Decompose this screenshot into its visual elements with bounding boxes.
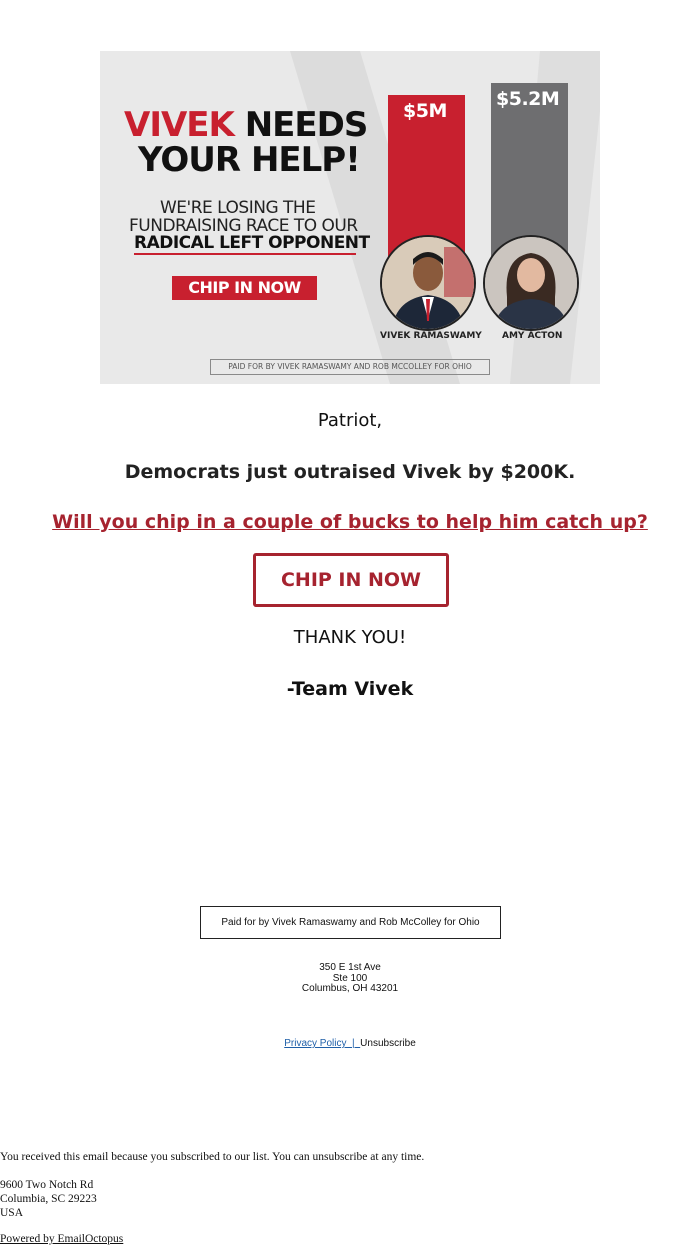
hero-headline-line1 bbox=[124, 107, 367, 143]
acton-name-caption: AMY ACTON bbox=[502, 331, 563, 341]
privacy-policy-link[interactable]: Privacy Policy | bbox=[284, 1038, 361, 1049]
acton-amount-label: $5.2M bbox=[496, 88, 560, 110]
hero-banner-image[interactable] bbox=[100, 51, 600, 384]
greeting-text: Patriot, bbox=[317, 410, 383, 431]
chip-in-ask-link[interactable]: Will you chip in a couple of bucks to help him catch up? bbox=[52, 511, 648, 533]
address-line-street: 350 E 1st Ave bbox=[319, 962, 381, 973]
hero-headline-black: NEEDS bbox=[233, 105, 368, 145]
thank-you-text: THANK YOU! bbox=[293, 627, 407, 648]
acton-portrait-photo bbox=[483, 235, 579, 331]
hero-chip-in-button[interactable]: CHIP IN NOW bbox=[172, 276, 317, 300]
hero-subtext-line3: RADICAL LEFT OPPONENT bbox=[134, 233, 370, 253]
signoff-text: -Team Vivek bbox=[286, 678, 414, 700]
sender-address-country: USA bbox=[0, 1207, 24, 1219]
footer-links bbox=[0, 1038, 700, 1049]
body-headline: Democrats just outraised Vivek by $200K. bbox=[124, 461, 576, 483]
hero-headline-red: VIVEK bbox=[124, 105, 234, 145]
chip-in-now-button[interactable]: CHIP IN NOW bbox=[253, 553, 449, 607]
sender-address-street: 9600 Two Notch Rd bbox=[0, 1179, 94, 1191]
hero-subtext-line2: FUNDRAISING RACE TO OUR bbox=[129, 216, 358, 236]
sender-address-city: Columbia, SC 29223 bbox=[0, 1193, 97, 1205]
address-line-suite: Ste 100 bbox=[332, 972, 368, 984]
campaign-mailing-address bbox=[0, 963, 700, 995]
hero-subtext-underline bbox=[134, 253, 356, 255]
vivek-portrait-photo bbox=[380, 235, 476, 331]
hero-headline-line2: YOUR HELP! bbox=[138, 140, 360, 180]
unsubscribe-link[interactable]: Unsubscribe bbox=[360, 1038, 416, 1049]
vivek-amount-label: $5M bbox=[403, 100, 447, 122]
powered-by-emailoctopus-link[interactable]: Powered by EmailOctopus bbox=[0, 1233, 124, 1245]
address-line-city: Columbus, OH 43201 bbox=[301, 983, 399, 994]
hero-subtext-line1: WE'RE LOSING THE bbox=[160, 198, 316, 218]
hero-paid-for-disclaimer: PAID FOR BY VIVEK RAMASWAMY AND ROB MCCOLLEY FOR OHIO bbox=[210, 359, 490, 375]
sender-postal-address bbox=[0, 1178, 97, 1220]
vivek-name-caption: VIVEK RAMASWAMY bbox=[380, 331, 482, 341]
subscription-notice: You received this email because you subscribed to our list. You can unsubscribe at any time. bbox=[0, 1151, 425, 1163]
paid-for-disclaimer-box: Paid for by Vivek Ramaswamy and Rob McColley for Ohio bbox=[200, 906, 501, 939]
